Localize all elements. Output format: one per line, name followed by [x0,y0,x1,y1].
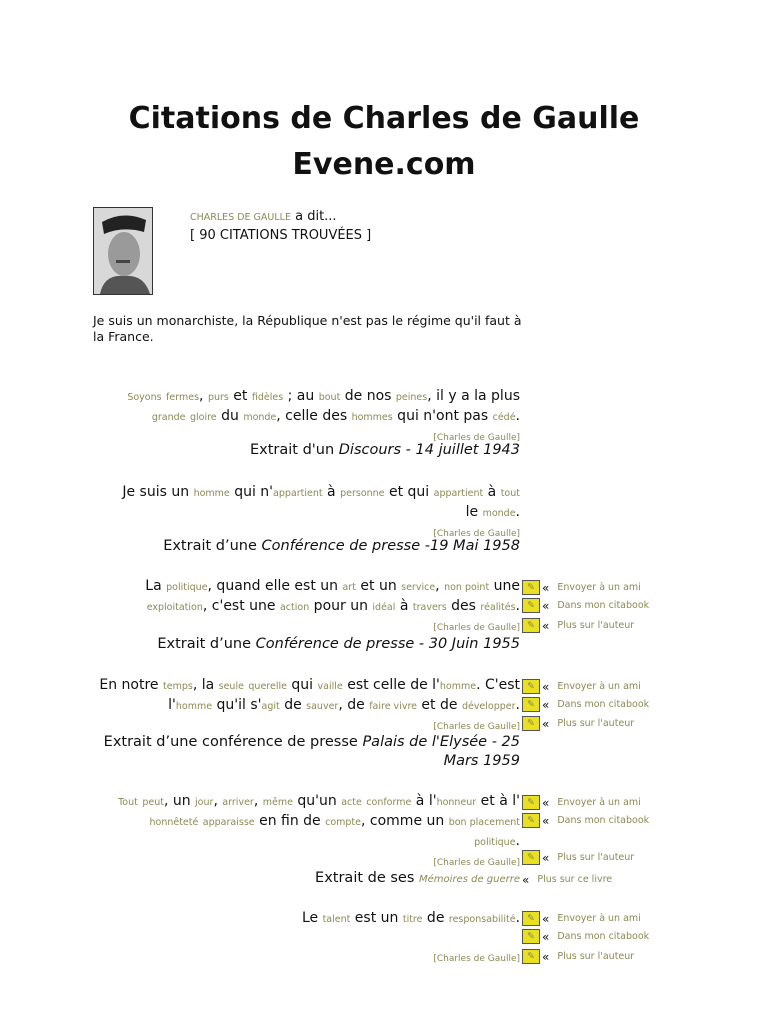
word[interactable]: Tout [118,797,138,808]
pencil-icon[interactable]: ✎ [522,716,540,731]
word[interactable]: sauver [306,701,339,712]
extract-4 [90,733,520,771]
author-link[interactable]: Plus sur l'auteur [557,620,635,631]
page-title [0,96,768,188]
portrait-image [94,208,152,294]
extract-5 [90,869,520,889]
word[interactable]: idéal [372,602,396,613]
word[interactable]: homme [175,701,213,712]
text: . [515,408,520,424]
extract-prefix: Extrait d’une [163,538,262,554]
text: à [395,598,413,614]
text: . C'est l' [168,677,520,713]
text: , [435,578,445,594]
word[interactable]: développer [461,701,516,712]
pencil-icon[interactable]: ✎ [522,697,540,712]
send-friend-action[interactable]: ✎ « Envoyer à un ami [522,579,641,596]
word[interactable]: talent [322,914,351,925]
word[interactable]: peines [395,392,428,403]
text: est celle de l' [342,677,440,693]
attribution[interactable]: [Charles de Gaulle] [433,433,520,443]
text: est un [350,910,403,926]
word[interactable]: peut [142,797,164,808]
text: pour un [309,598,373,614]
extract-source: Palais de l'Elysée - 25 Mars 1959 [362,734,520,769]
extract-prefix: Extrait d’une [157,636,256,652]
quote-3 [90,577,520,636]
word[interactable]: réalités [480,602,516,613]
text: une [489,578,520,594]
text: qui n'ont pas [392,408,493,424]
pencil-icon[interactable]: ✎ [522,580,540,595]
word[interactable]: Soyons [127,392,162,403]
pencil-icon[interactable]: ✎ [522,795,540,810]
extract-prefix: Extrait de ses [315,870,420,886]
text: de [279,697,307,713]
text: , [253,793,263,809]
quote-5 [90,792,520,871]
quote-2 [90,483,520,542]
word[interactable]: personne [340,488,385,499]
text: . [515,504,520,520]
word[interactable]: action [279,602,310,613]
word[interactable]: cédé [492,412,516,423]
pencil-icon[interactable]: ✎ [522,850,540,865]
word[interactable]: bout [318,392,341,403]
citabook-action[interactable]: ✎ « Dans mon citabook [522,928,649,945]
word[interactable]: faire vivre [369,701,417,712]
extract-prefix: Extrait d’une conférence de presse [103,734,363,750]
word[interactable]: apparaisse [202,817,255,828]
word[interactable]: non point [444,582,490,593]
word[interactable]: gloire [189,412,217,423]
word[interactable]: vaille [317,681,343,692]
text: . [515,598,520,614]
author-action[interactable]: ✎ « Plus sur l'auteur [522,715,634,732]
text: . [515,833,520,849]
word[interactable]: seule [218,681,244,692]
word[interactable]: querelle [248,681,287,692]
page-title-line1: Citations de Charles de Gaulle [128,101,640,136]
author-portrait [93,207,153,295]
extract-prefix: Extrait d'un [249,442,339,458]
word[interactable]: bon placement [448,817,520,828]
send-friend-action[interactable]: ✎ « Envoyer à un ami [522,794,641,811]
pencil-icon[interactable]: ✎ [522,929,540,944]
text: , un [163,793,196,809]
extract-3 [90,635,520,654]
word[interactable]: appartient [433,488,484,499]
text: le [465,504,483,520]
author-name[interactable]: CHARLES DE GAULLE [190,212,291,223]
attribution[interactable]: [Charles de Gaulle] [433,623,520,633]
author-action[interactable]: ✎ « Plus sur l'auteur [522,617,634,634]
text: . [515,697,520,713]
text: , celle des [276,408,352,424]
text: à l' [411,793,437,809]
citabook-link[interactable]: Dans mon citabook [557,815,650,826]
text: , comme un [361,813,449,829]
attribution[interactable]: [Charles de Gaulle] [433,529,520,539]
text: des [446,598,481,614]
text: qu'il s' [212,697,262,713]
text: et un [355,578,402,594]
word[interactable]: titre [402,914,423,925]
text: ; au [283,388,319,404]
extract-source: Discours - 14 juillet 1943 [338,442,520,458]
word[interactable]: politique [474,837,516,848]
author-said: a dit... [295,209,337,224]
text: à [322,484,341,500]
word[interactable]: agit [261,701,280,712]
text: de nos [340,388,396,404]
send-friend-action[interactable]: ✎ « Envoyer à un ami [522,910,641,927]
text: et [228,388,252,404]
text: , [199,388,208,404]
text: du [216,408,244,424]
word[interactable]: homme [439,681,477,692]
text: . [515,910,520,926]
author-link[interactable]: Plus sur l'auteur [557,718,635,729]
word[interactable]: acte [341,797,362,808]
text: et à l' [476,793,520,809]
attribution[interactable]: [Charles de Gaulle] [433,858,520,868]
word[interactable]: honnêteté [149,817,199,828]
word[interactable]: jour [195,797,214,808]
extract-1 [90,441,520,460]
send-friend-link[interactable]: Envoyer à un ami [557,913,641,924]
intro-quote: Je suis un monarchiste, la République n'est pas le régime qu'il faut à la France. [93,313,522,344]
text: et qui [384,484,434,500]
word[interactable]: homme [193,488,230,499]
text: , il y a la plus [427,388,520,404]
quote-6 [90,909,520,967]
text: , c'est une [202,598,280,614]
citabook-link[interactable]: Dans mon citabook [557,600,650,611]
pencil-icon[interactable]: ✎ [522,911,540,926]
pencil-icon[interactable]: ✎ [522,679,540,694]
word[interactable]: purs [207,392,229,403]
word[interactable]: honneur [436,797,477,808]
word[interactable]: fermes [166,392,200,403]
extract-source: Conférence de presse -19 Mai 1958 [261,538,520,554]
send-friend-link[interactable]: Envoyer à un ami [557,681,641,692]
book-link[interactable]: Plus sur ce livre [537,874,613,885]
text: qui n' [229,484,274,500]
word[interactable]: tout [500,488,520,499]
send-friend-link[interactable]: Envoyer à un ami [557,797,641,808]
text: En notre [99,677,163,693]
word[interactable]: appartient [273,488,323,499]
word[interactable]: exploitation [146,602,203,613]
word[interactable]: monde [243,412,277,423]
citabook-action[interactable]: ✎ « Dans mon citabook [522,696,649,713]
word[interactable]: service [401,582,436,593]
word[interactable]: temps [163,681,193,692]
book-action[interactable]: « Plus sur ce livre [522,872,613,887]
word[interactable]: politique [166,582,208,593]
word[interactable]: conforme [366,797,412,808]
author-action[interactable]: ✎ « Plus sur l'auteur [522,948,634,965]
extract-source[interactable]: Mémoires de guerre [419,874,520,885]
citabook-link[interactable]: Dans mon citabook [557,931,650,942]
text: à [483,484,501,500]
word[interactable]: fidèles [251,392,284,403]
word[interactable]: même [262,797,293,808]
text: Je suis un [122,484,194,500]
author-link[interactable]: Plus sur l'auteur [557,852,635,863]
text: , quand elle est un [207,578,343,594]
citabook-action[interactable]: ✎ « Dans mon citabook [522,597,649,614]
send-friend-link[interactable]: Envoyer à un ami [557,582,641,593]
extract-source: Conférence de presse - 30 Juin 1955 [255,636,520,652]
word[interactable]: travers [412,602,447,613]
word[interactable]: compte [325,817,361,828]
text: , de [338,697,370,713]
word[interactable]: art [342,582,356,593]
text: Le [301,910,323,926]
text: La [145,578,167,594]
page-title-line2: Evene.com [292,147,476,182]
text: et de [416,697,462,713]
attribution[interactable]: [Charles de Gaulle] [433,722,520,732]
extract-2 [90,537,520,556]
word[interactable]: arriver [222,797,254,808]
quote-4 [90,676,520,735]
text: qu'un [292,793,342,809]
quote-1 [90,387,520,446]
author-action[interactable]: ✎ « Plus sur l'auteur [522,849,634,866]
text: en fin de [254,813,326,829]
send-friend-action[interactable]: ✎ « Envoyer à un ami [522,678,641,695]
word[interactable]: hommes [351,412,393,423]
citabook-link[interactable]: Dans mon citabook [557,699,650,710]
text: , [213,793,223,809]
pencil-icon[interactable]: ✎ [522,949,540,964]
attribution[interactable]: [Charles de Gaulle] [433,954,520,964]
word[interactable]: monde [482,508,516,519]
pencil-icon[interactable]: ✎ [522,618,540,633]
text: qui [286,677,318,693]
citabook-action[interactable]: ✎ « Dans mon citabook [522,812,649,829]
text: , la [192,677,219,693]
author-header [190,208,371,245]
author-link[interactable]: Plus sur l'auteur [557,951,635,962]
word[interactable]: responsabilité [448,914,516,925]
pencil-icon[interactable]: ✎ [522,813,540,828]
word[interactable]: grande [151,412,186,423]
citation-count: [ 90 CITATIONS TROUVÉES ] [190,228,372,243]
text: de [422,910,449,926]
pencil-icon[interactable]: ✎ [522,598,540,613]
